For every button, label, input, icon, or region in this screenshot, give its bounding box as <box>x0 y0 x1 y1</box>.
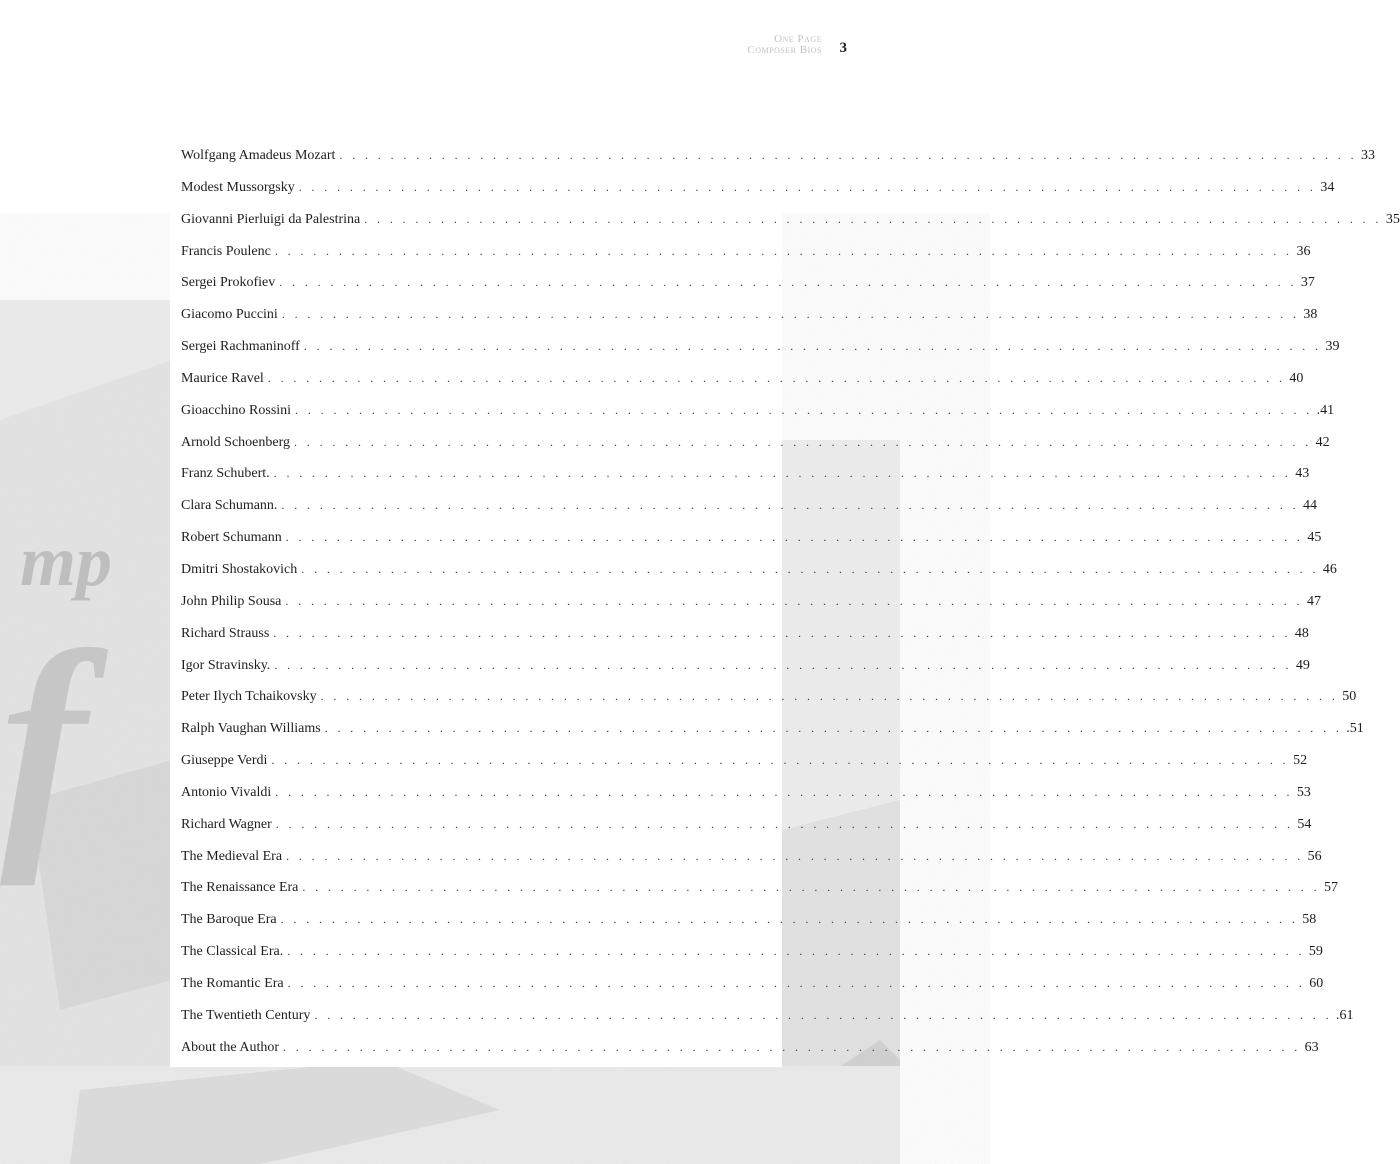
toc-entry-title: Dmitri Shostakovich <box>181 561 298 577</box>
toc-entry-page: 37 <box>1300 275 1315 291</box>
toc-leader-dots: . . . . . . . . . . . . . . . . . . . . . . . . . . . . . . . . . . . . . . . . . . . . . . . . . . . . . . . . . . . . . . . . . . . . . . . . . . . . . . . . <box>275 816 1294 831</box>
toc-entry-page: 45 <box>1307 530 1322 546</box>
toc-entry-title: The Medieval Era <box>181 848 283 864</box>
toc-leader-dots: . . . . . . . . . . . . . . . . . . . . . . . . . . . . . . . . . . . . . . . . . . . . . . . . . . . . . . . . . . . . . . . . . . . . . . . . . . . . . . . . <box>281 307 1300 322</box>
toc-leader-dots: . . . . . . . . . . . . . . . . . . . . . . . . . . . . . . . . . . . . . . . . . . . . . . . . . . . . . . . . . . . . . . . . . . . . . . . . . . . . . . . . <box>298 179 1317 194</box>
toc-entry-title: The Twentieth Century <box>181 1007 311 1023</box>
toc-entry-page: 52 <box>1293 753 1308 769</box>
toc-entry-page: 54 <box>1297 816 1312 832</box>
toc-leader-dots: . . . . . . . . . . . . . . . . . . . . . . . . . . . . . . . . . . . . . . . . . . . . . . . . . . . . . . . . . . . . . . . . . . . . . . . . . . . . . . . . <box>281 498 1300 513</box>
toc-entry-page: .41 <box>1316 402 1335 418</box>
toc-entry <box>181 586 1321 618</box>
toc-leader-dots: . . . . . . . . . . . . . . . . . . . . . . . . . . . . . . . . . . . . . . . . . . . . . . . . . . . . . . . . . . . . . . . . . . . . . . . . . . . . . . . . <box>301 561 1319 576</box>
toc-entry-title: Ralph Vaughan Williams <box>181 721 321 737</box>
toc-leader-dots: . . . . . . . . . . . . . . . . . . . . . . . . . . . . . . . . . . . . . . . . . . . . . . . . . . . . . . . . . . . . . . . . . . . . . . . . . . . . . . . . <box>274 243 1293 258</box>
toc-entry-page: 40 <box>1289 370 1304 386</box>
toc-entry <box>181 427 1330 459</box>
toc-entry-page: 36 <box>1296 243 1311 259</box>
toc-entry-page: 46 <box>1322 561 1337 577</box>
toc-leader-dots: . . . . . . . . . . . . . . . . . . . . . . . . . . . . . . . . . . . . . . . . . . . . . . . . . . . . . . . . . . . . . . . . . . . . . . . . . . . . . . . . <box>273 625 1291 640</box>
toc-entry <box>181 522 1322 554</box>
toc-entry-title: Richard Wagner <box>181 816 272 832</box>
toc-entry <box>181 968 1324 1000</box>
toc-entry-title: The Baroque Era <box>181 912 277 928</box>
toc-entry-title: Gioacchino Rossini <box>181 402 292 418</box>
toc-leader-dots: . . . . . . . . . . . . . . . . . . . . . . . . . . . . . . . . . . . . . . . . . . . . . . . . . . . . . . . . . . . . . . . . . . . . . . . . . . . . . . . . <box>324 721 1343 736</box>
running-header <box>747 34 822 56</box>
toc-leader-dots: . . . . . . . . . . . . . . . . . . . . . . . . . . . . . . . . . . . . . . . . . . . . . . . . . . . . . . . . . . . . . . . . . . . . . . . . . . . . . . . . <box>274 657 1292 672</box>
toc-entry <box>181 1032 1319 1064</box>
toc-entry <box>181 745 1308 777</box>
toc-entry <box>181 650 1310 682</box>
toc-entry-title: The Renaissance Era <box>181 880 299 896</box>
toc-entry-title: Wolfgang Amadeus Mozart <box>181 148 336 163</box>
toc-entry-page: 39 <box>1325 339 1340 355</box>
toc-entry-page: 50 <box>1342 689 1357 705</box>
toc-leader-dots: . . . . . . . . . . . . . . . . . . . . . . . . . . . . . . . . . . . . . . . . . . . . . . . . . . . . . . . . . . . . . . . . . . . . . . . . . . . . . . . . <box>279 275 1297 290</box>
toc-leader-dots: . . . . . . . . . . . . . . . . . . . . . . . . . . . . . . . . . . . . . . . . . . . . . . . . . . . . . . . . . . . . . . . . . . . . . . . . . . . . . . . . <box>314 1007 1333 1022</box>
toc-entry-page: 44 <box>1303 498 1318 514</box>
toc-entry-page: 59 <box>1308 944 1323 960</box>
toc-entry-title: Robert Schumann <box>181 530 282 546</box>
toc-entry-page: 34 <box>1320 179 1335 195</box>
toc-entry-page: 33 <box>1361 148 1375 163</box>
toc-entry <box>181 140 1375 172</box>
toc-entry-title: Igor Stravinsky. <box>181 657 271 673</box>
toc-leader-dots: . . . . . . . . . . . . . . . . . . . . . . . . . . . . . . . . . . . . . . . . . . . . . . . . . . . . . . . . . . . . . . . . . . . . . . . . . . . . . . . . <box>283 1039 1301 1054</box>
toc-entry <box>181 395 1335 427</box>
toc-leader-dots: . . . . . . . . . . . . . . . . . . . . . . . . . . . . . . . . . . . . . . . . . . . . . . . . . . . . . . . . . . . . . . . . . . . . . . . . . . . . . . . . <box>271 753 1290 768</box>
header-line-2: Composer Bios <box>747 44 822 56</box>
toc-entry <box>181 681 1357 713</box>
toc-leader-dots: . . . . . . . . . . . . . . . . . . . . . . . . . . . . . . . . . . . . . . . . . . . . . . . . . . . . . . . . . . . . . . . . . . . . . . . . . . . . . . . . <box>286 848 1304 863</box>
toc-entry-page: 48 <box>1294 625 1309 641</box>
toc-entry-title: The Romantic Era <box>181 975 284 991</box>
toc-entry-title: John Philip Sousa <box>181 593 282 609</box>
toc-entry <box>181 809 1312 841</box>
toc-leader-dots: . . . . . . . . . . . . . . . . . . . . . . . . . . . . . . . . . . . . . . . . . . . . . . . . . . . . . . . . . . . . . . . . . . . . . . . . . . . . . . . . <box>280 912 1299 927</box>
toc-entry-title: Modest Mussorgsky <box>181 179 295 195</box>
toc-entry-title: Sergei Prokofiev <box>181 275 276 291</box>
toc-entry <box>181 777 1311 809</box>
toc-entry <box>181 363 1304 395</box>
toc-entry-page: 60 <box>1309 975 1324 991</box>
toc-leader-dots: . . . . . . . . . . . . . . . . . . . . . . . . . . . . . . . . . . . . . . . . . . . . . . . . . . . . . . . . . . . . . . . . . . . . . . . . . . . . . . . . <box>320 689 1339 704</box>
toc-entry-page: 43 <box>1295 466 1310 482</box>
toc-leader-dots: . . . . . . . . . . . . . . . . . . . . . . . . . . . . . . . . . . . . . . . . . . . . . . . . . . . . . . . . . . . . . . . . . . . . . . . . . . . . . . . . <box>339 148 1357 162</box>
toc-entry-title: Giacomo Puccini <box>181 307 278 323</box>
table-of-contents <box>181 140 1400 1063</box>
toc-entry-title: Clara Schumann. <box>181 498 278 514</box>
toc-entry-title: Sergei Rachmaninoff <box>181 339 300 355</box>
toc-entry-title: Giuseppe Verdi <box>181 753 268 769</box>
toc-leader-dots: . . . . . . . . . . . . . . . . . . . . . . . . . . . . . . . . . . . . . . . . . . . . . . . . . . . . . . . . . . . . . . . . . . . . . . . . . . . . . . . . <box>364 211 1382 226</box>
toc-entry-title: About the Author <box>181 1039 279 1055</box>
toc-leader-dots: . . . . . . . . . . . . . . . . . . . . . . . . . . . . . . . . . . . . . . . . . . . . . . . . . . . . . . . . . . . . . . . . . . . . . . . . . . . . . . . . <box>285 593 1303 608</box>
toc-leader-dots: . . . . . . . . . . . . . . . . . . . . . . . . . . . . . . . . . . . . . . . . . . . . . . . . . . . . . . . . . . . . . . . . . . . . . . . . . . . . . . . . <box>295 402 1313 417</box>
toc-entry-page: 53 <box>1296 784 1311 800</box>
toc-entry-page: 42 <box>1315 434 1330 450</box>
toc-entry-page: 38 <box>1303 307 1318 323</box>
toc-entry-page: .51 <box>1346 721 1364 737</box>
toc-leader-dots: . . . . . . . . . . . . . . . . . . . . . . . . . . . . . . . . . . . . . . . . . . . . . . . . . . . . . . . . . . . . . . . . . . . . . . . . . . . . . . . . <box>287 944 1305 959</box>
toc-entry <box>181 936 1323 968</box>
toc-entry-page: 49 <box>1295 657 1310 673</box>
toc-leader-dots: . . . . . . . . . . . . . . . . . . . . . . . . . . . . . . . . . . . . . . . . . . . . . . . . . . . . . . . . . . . . . . . . . . . . . . . . . . . . . . . . <box>303 339 1322 354</box>
toc-leader-dots: . . . . . . . . . . . . . . . . . . . . . . . . . . . . . . . . . . . . . . . . . . . . . . . . . . . . . . . . . . . . . . . . . . . . . . . . . . . . . . . . <box>267 370 1286 385</box>
toc-entry-title: Richard Strauss <box>181 625 270 641</box>
toc-entry-title: Franz Schubert. <box>181 466 270 482</box>
toc-entry-page: 63 <box>1304 1039 1319 1055</box>
toc-entry-page: 47 <box>1306 593 1321 609</box>
toc-entry-title: The Classical Era. <box>181 944 284 960</box>
toc-entry <box>181 554 1337 586</box>
toc-leader-dots: . . . . . . . . . . . . . . . . . . . . . . . . . . . . . . . . . . . . . . . . . . . . . . . . . . . . . . . . . . . . . . . . . . . . . . . . . . . . . . . . <box>285 530 1304 545</box>
toc-entry <box>181 841 1322 873</box>
toc-leader-dots: . . . . . . . . . . . . . . . . . . . . . . . . . . . . . . . . . . . . . . . . . . . . . . . . . . . . . . . . . . . . . . . . . . . . . . . . . . . . . . . . <box>294 434 1312 449</box>
toc-leader-dots: . . . . . . . . . . . . . . . . . . . . . . . . . . . . . . . . . . . . . . . . . . . . . . . . . . . . . . . . . . . . . . . . . . . . . . . . . . . . . . . . <box>302 880 1320 895</box>
toc-entry <box>181 236 1311 268</box>
toc-leader-dots: . . . . . . . . . . . . . . . . . . . . . . . . . . . . . . . . . . . . . . . . . . . . . . . . . . . . . . . . . . . . . . . . . . . . . . . . . . . . . . . . <box>275 784 1293 799</box>
toc-entry <box>181 267 1315 299</box>
toc-entry-page: 58 <box>1302 912 1317 928</box>
toc-entry <box>181 1000 1354 1032</box>
toc-entry-title: Giovanni Pierluigi da Palestrina <box>181 211 361 227</box>
toc-entry-title: Peter Ilych Tchaikovsky <box>181 689 317 705</box>
toc-entry-title: Francis Poulenc <box>181 243 271 259</box>
toc-entry <box>181 713 1364 745</box>
page-number: 3 <box>839 40 847 56</box>
toc-entry <box>181 331 1340 363</box>
header-line-1: One Page <box>774 33 822 45</box>
toc-entry <box>181 299 1318 331</box>
toc-entry-page: 56 <box>1307 848 1322 864</box>
toc-entry <box>181 172 1335 204</box>
toc-leader-dots: . . . . . . . . . . . . . . . . . . . . . . . . . . . . . . . . . . . . . . . . . . . . . . . . . . . . . . . . . . . . . . . . . . . . . . . . . . . . . . . . <box>273 466 1292 481</box>
toc-entry <box>181 904 1317 936</box>
toc-entry <box>181 872 1338 904</box>
toc-entry-title: Maurice Ravel <box>181 370 264 386</box>
toc-entry <box>181 204 1400 236</box>
toc-entry-title: Antonio Vivaldi <box>181 784 272 800</box>
toc-leader-dots: . . . . . . . . . . . . . . . . . . . . . . . . . . . . . . . . . . . . . . . . . . . . . . . . . . . . . . . . . . . . . . . . . . . . . . . . . . . . . . . . <box>287 975 1306 990</box>
toc-entry-page: 57 <box>1324 880 1338 896</box>
toc-entry <box>181 458 1310 490</box>
toc-entry <box>181 618 1309 650</box>
toc-entry-title: Arnold Schoenberg <box>181 434 290 450</box>
toc-entry-page: .61 <box>1336 1007 1354 1023</box>
toc-entry <box>181 490 1318 522</box>
toc-entry-page: 35 <box>1385 211 1400 227</box>
